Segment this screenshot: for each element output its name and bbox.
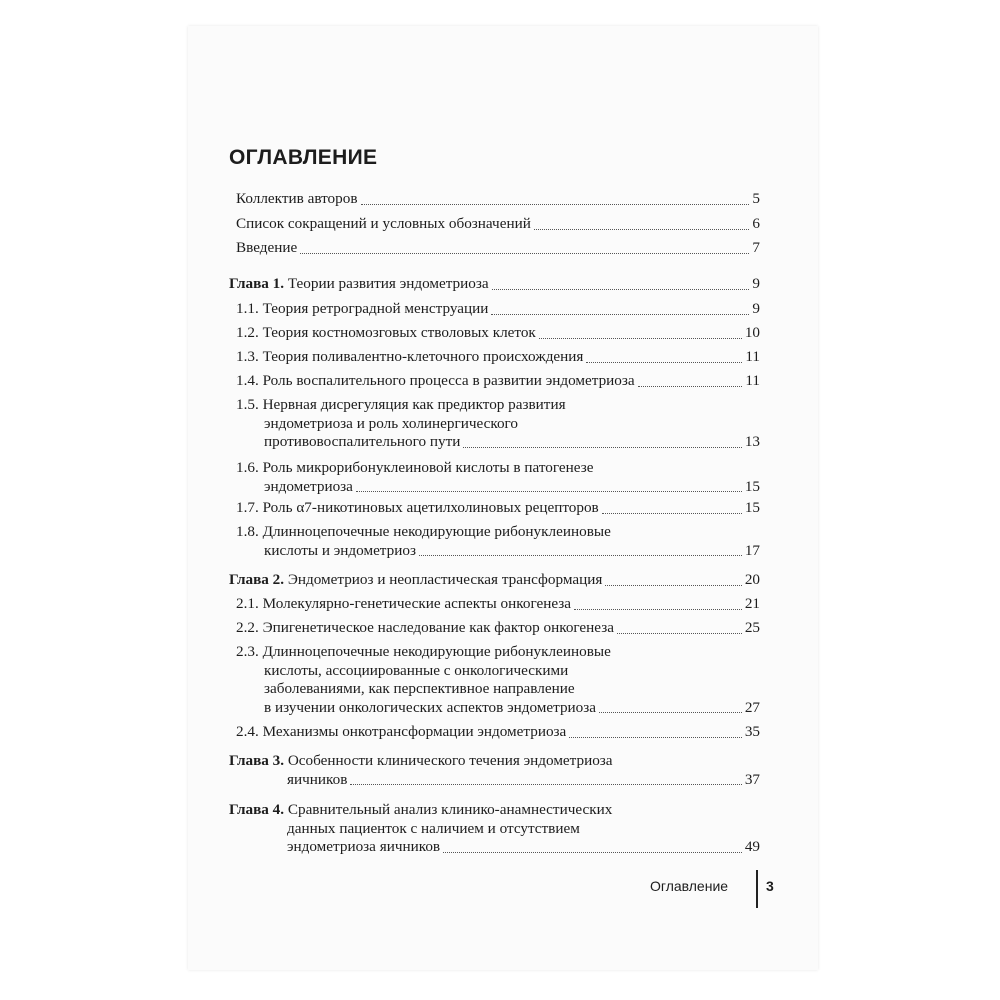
chapter-title: Сравнительный анализ клинико-анамнестических [284,801,613,818]
toc-section-1-8[interactable] [236,523,760,560]
toc-entry-line: эндометриоза [264,477,353,495]
toc-page-number: 9 [752,300,760,317]
toc-page-number: 35 [744,723,760,740]
chapter-title: Особенности клинического течения эндометриоза [284,752,613,769]
toc-entry-authors[interactable] [236,190,760,209]
toc-page-number: 11 [745,372,760,389]
dot-leader [574,609,742,610]
toc-page-number: 11 [745,348,760,365]
chapter-title: Эндометриоз и неопластическая трансформация [284,571,603,588]
toc-section-1-3[interactable] [236,348,760,367]
dot-leader [602,513,742,514]
toc-page-number: 37 [744,770,760,788]
toc-entry-line: эндометриоза и роль холинергического [264,414,518,432]
toc-chapter-4[interactable] [229,801,760,857]
dot-leader [539,338,742,339]
toc-page-number: 5 [752,190,760,207]
toc-page-number: 7 [752,239,760,256]
toc-page-number: 21 [744,595,760,612]
toc-section-2-2[interactable] [236,619,760,638]
toc-entry-line: 2.3. Длинноцепочечные некодирующие рибонуклеиновые [236,643,611,660]
toc-entry-line: кислоты и эндометриоз [264,541,416,559]
toc-section-1-7[interactable] [236,499,760,518]
chapter-label: Глава 4. [229,801,285,818]
toc-page-number: 6 [752,215,760,232]
toc-entry-line: в изучении онкологических аспектов эндометриоза [264,698,597,716]
toc-page-number: 13 [744,433,760,450]
toc-entry-text: 2.1. Молекулярно-генетические аспекты онкогенеза [236,595,572,612]
dot-leader [599,712,742,713]
dot-leader [443,852,742,853]
dot-leader [492,289,750,290]
toc-entry-text: 2.2. Эпигенетическое наследование как фактор онкогенеза [236,619,614,636]
toc-page-number: 17 [744,541,760,559]
toc-page-number: 10 [744,324,760,341]
dot-leader [605,585,741,586]
dot-leader [569,737,742,738]
running-footer-label: Оглавление [650,878,729,894]
chapter-title: Теории развития эндометриоза [284,275,489,292]
chapter-label: Глава 1. [229,275,285,292]
toc-entry-text: 1.2. Теория костномозговых стволовых клеток [236,324,536,341]
toc-section-1-1[interactable] [236,300,760,319]
toc-entry-text: 1.3. Теория поливалентно-клеточного происхождения [236,348,584,365]
toc-entry-text: 1.4. Роль воспалительного процесса в развитии эндометриоза [236,372,635,389]
dot-leader [300,253,749,254]
page-number: 3 [766,878,774,894]
chapter-label: Глава 2. [229,571,285,588]
toc-section-1-4[interactable] [236,372,760,391]
toc-page-number: 27 [744,698,760,716]
toc-page-number: 9 [752,275,760,292]
toc-chapter-3[interactable] [229,752,760,789]
toc-entry-line: 1.6. Роль микрорибонуклеиновой кислоты в патогенезе [236,459,594,476]
toc-entry-abbreviations[interactable] [236,215,760,234]
toc-section-2-4[interactable] [236,723,760,742]
footer-divider [756,870,758,908]
toc-section-1-2[interactable] [236,324,760,343]
toc-page-number: 49 [744,838,760,855]
toc-entry-text: 2.4. Механизмы онкотрансформации эндометриоза [236,723,567,740]
toc-page-number: 20 [744,571,760,588]
toc-entry-text: Коллектив авторов [236,190,358,207]
toc-entry-line: данных пациенток с наличием и отсутствием [287,819,580,837]
toc-entry-text: 1.1. Теория ретроградной менструации [236,300,489,317]
toc-section-1-5[interactable] [236,396,760,452]
dot-leader [586,362,742,363]
dot-leader [356,491,742,492]
dot-leader [361,204,750,205]
dot-leader [617,633,742,634]
toc-section-2-3[interactable] [236,643,760,717]
toc-chapter-1[interactable] [229,275,760,294]
toc-section-2-1[interactable] [236,595,760,614]
dot-leader [491,314,749,315]
toc-entry-text: Введение [236,239,298,256]
page-title: ОГЛАВЛЕНИЕ [229,146,378,169]
toc-entry-line: противовоспалительного пути [264,433,461,450]
toc-page-number: 15 [744,499,760,516]
toc-chapter-2[interactable] [229,571,760,590]
dot-leader [350,784,741,785]
dot-leader [463,447,741,448]
chapter-label: Глава 3. [229,752,285,769]
toc-entry-text: Список сокращений и условных обозначений [236,215,531,232]
toc-entry-introduction[interactable] [236,239,760,258]
toc-page-number: 25 [744,619,760,636]
toc-entry-line: 1.5. Нервная дисрегуляция как предиктор развития [236,396,566,413]
dot-leader [638,386,743,387]
toc-entry-line: заболеваниями, как перспективное направление [264,680,575,697]
dot-leader [419,555,742,556]
toc-entry-line: эндометриоза яичников [287,838,441,855]
toc-entry-line: 1.8. Длинноцепочечные некодирующие рибонуклеиновые [236,523,611,540]
toc-entry-line: кислоты, ассоциированные с онкологическими [264,661,569,679]
toc-page-number: 15 [744,477,760,495]
toc-entry-text: 1.7. Роль α7-никотиновых ацетилхолиновых рецепторов [236,499,599,516]
dot-leader [534,229,750,230]
toc-entry-line: яичников [287,770,348,788]
toc-section-1-6[interactable] [236,459,760,496]
